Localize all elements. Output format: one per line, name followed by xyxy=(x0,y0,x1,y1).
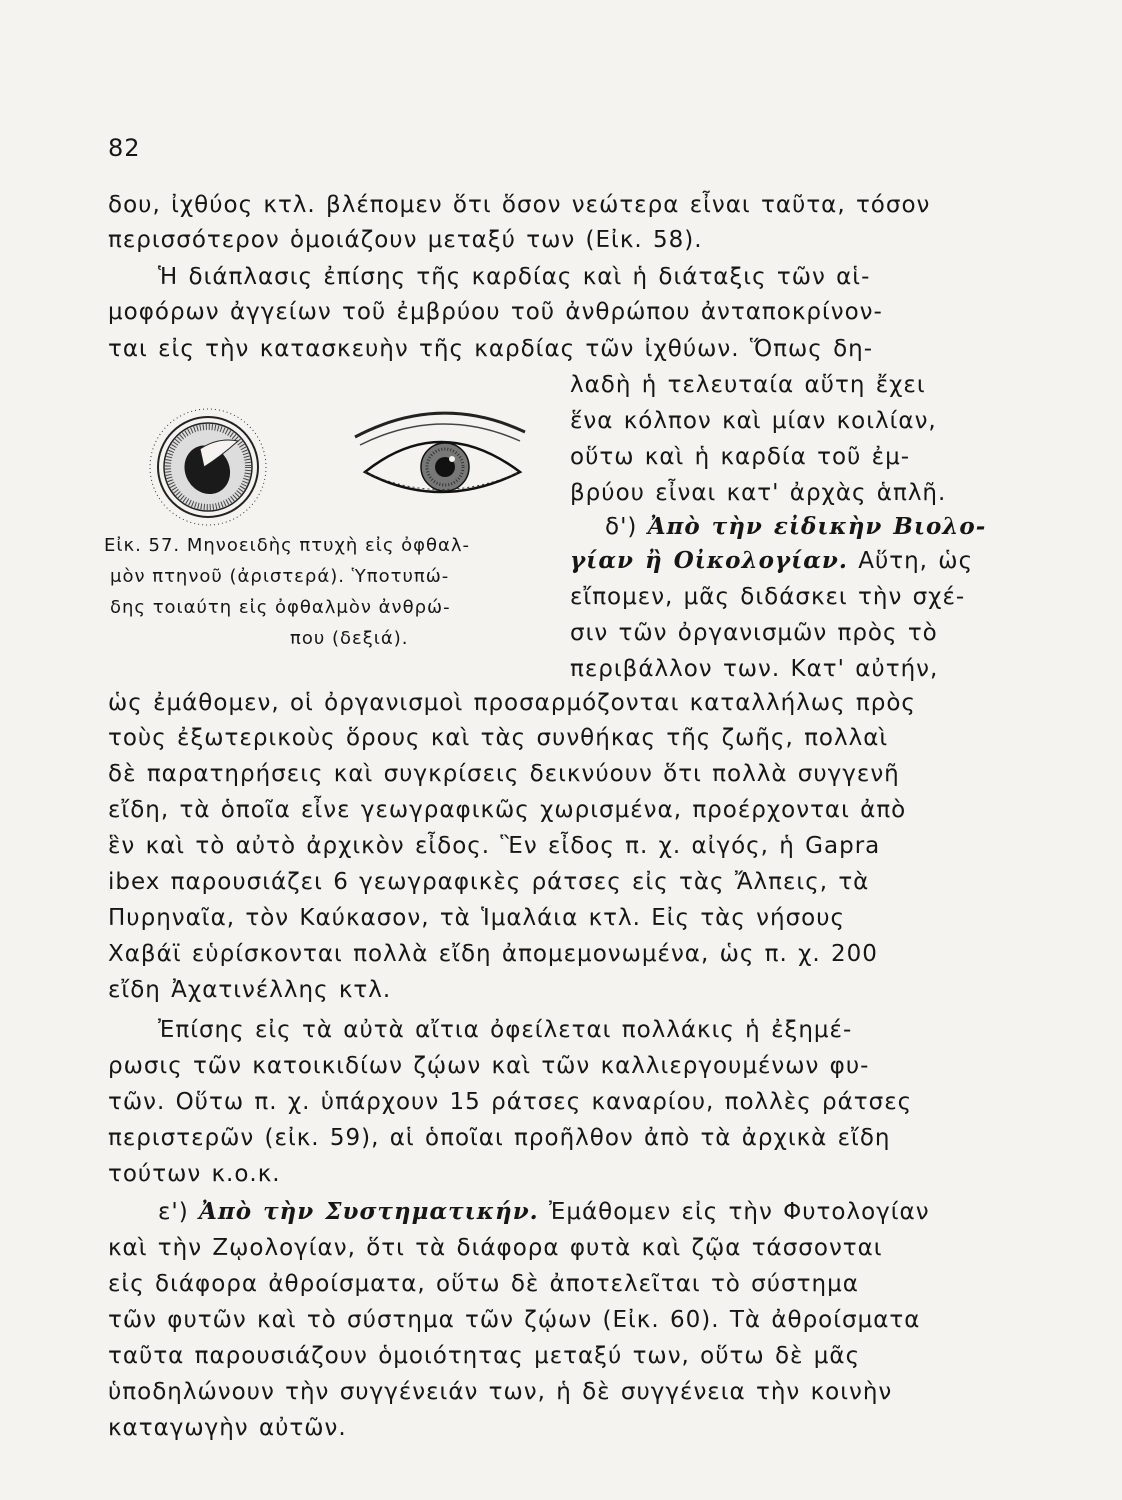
text-line: ται εἰς τὴν κατασκευὴν τῆς καρδίας τῶν ἰχθύων. Ὅπως δη- xyxy=(108,336,874,362)
page-number: 82 xyxy=(108,134,141,162)
section-d-title-2: γίαν ἢ Οἰκολογίαν. xyxy=(570,547,848,574)
text-line: περιστερῶν (εἰκ. 59), αἱ ὁποῖαι προῆλθον ἀπὸ τὰ ἀρχικὰ εἴδη xyxy=(108,1125,891,1151)
text-line: εἴδη Ἀχατινέλλης κτλ. xyxy=(108,977,392,1003)
section-e-title: Ἀπὸ τὴν Συστηματικήν. xyxy=(199,1198,539,1225)
text-line: λαδὴ ἡ τελευταία αὕτη ἔχει xyxy=(570,372,926,398)
section-e-heading xyxy=(158,1197,1028,1227)
text-line: περιβάλλον των. Κατ' αὐτήν, xyxy=(570,656,939,682)
text-line: ibex παρουσιάζει 6 γεωγραφικὲς ράτσες εἰς τὰς Ἄλπεις, τὰ xyxy=(108,869,870,895)
text-line: τοὺς ἐξωτερικοὺς ὅρους καὶ τὰς συνθήκας τῆς ζωῆς, πολλαὶ xyxy=(108,725,889,751)
text-line: βρύου εἶναι κατ' ἀρχὰς ἁπλῆ. xyxy=(570,480,947,506)
section-e-prefix: ε') xyxy=(158,1199,189,1225)
text-line: μοφόρων ἀγγείων τοῦ ἐμβρύου τοῦ ἀνθρώπου ἀνταποκρίνον- xyxy=(108,299,883,325)
text-line: Χαβάϊ εὑρίσκονται πολλὰ εἴδη ἀπομεμονωμένα, ὡς π. χ. 200 xyxy=(108,941,878,967)
text-line: δὲ παρατηρήσεις καὶ συγκρίσεις δεικνύουν ὅτι πολλὰ συγγενῆ xyxy=(108,761,900,787)
section-d-heading xyxy=(605,512,1030,542)
text-line: τῶν. Οὕτω π. χ. ὑπάρχουν 15 ράτσες καναρίου, πολλὲς ράτσες xyxy=(108,1089,913,1115)
text-line: καὶ τὴν Ζῳολογίαν, ὅτι τὰ διάφορα φυτὰ καὶ ζῷα τάσσονται xyxy=(108,1235,883,1261)
section-d-text: Αὕτη, ὡς xyxy=(858,548,974,574)
text-line: δου, ἰχθύος κτλ. βλέπομεν ὅτι ὅσον νεώτερα εἶναι ταῦτα, τόσον xyxy=(108,192,931,218)
text-line: ταῦτα παρουσιάζουν ὁμοιότητας μεταξύ των, οὕτω δὲ μᾶς xyxy=(108,1343,861,1369)
text-line: ρωσις τῶν κατοικιδίων ζῴων καὶ τῶν καλλιεργουμένων φυ- xyxy=(108,1053,870,1079)
figure-caption-line: Εἰκ. 57. Μηνοειδὴς πτυχὴ εἰς ὀφθαλ- xyxy=(104,535,471,556)
text-line: καταγωγὴν αὐτῶν. xyxy=(108,1415,347,1441)
text-line: ἕνα κόλπον καὶ μίαν κοιλίαν, xyxy=(570,408,937,434)
text-line: Πυρηναῖα, τὸν Καύκασον, τὰ Ἱμαλάια κτλ. Εἰς τὰς νήσους xyxy=(108,905,846,931)
bird-eye-illustration xyxy=(150,409,266,525)
section-e-text: Ἐμάθομεν εἰς τὴν Φυτολογίαν xyxy=(549,1199,930,1225)
text-line: περισσότερον ὁμοιάζουν μεταξύ των (Εἰκ. 58). xyxy=(108,227,703,253)
figure-57-eyes xyxy=(140,395,540,535)
figure-caption-line: μὸν πτηνοῦ (ἀριστερά). Ὑποτυπώ- xyxy=(110,566,450,587)
text-line: σιν τῶν ὀργανισμῶν πρὸς τὸ xyxy=(570,620,938,646)
text-line: Ἐπίσης εἰς τὰ αὐτὰ αἴτια ὀφείλεται πολλάκις ἡ ἐξημέ- xyxy=(158,1017,853,1043)
text-line: εἴπομεν, μᾶς διδάσκει τὴν σχέ- xyxy=(570,584,966,610)
text-line: τῶν φυτῶν καὶ τὸ σύστημα τῶν ζῴων (Εἰκ. 60). Τὰ ἀθροίσματα xyxy=(108,1307,921,1333)
section-d-title-1: Ἀπὸ τὴν εἰδικὴν Βιολο- xyxy=(647,513,987,540)
section-d-line-2 xyxy=(570,546,1030,576)
text-line: ὡς ἐμάθομεν, οἱ ὀργανισμοὶ προσαρμόζονται καταλλήλως πρὸς xyxy=(108,690,916,716)
text-line: εἴδη, τὰ ὁποῖα εἶνε γεωγραφικῶς χωρισμένα, προέρχονται ἀπὸ xyxy=(108,797,907,823)
section-d-prefix: δ') xyxy=(605,514,638,540)
text-line: τούτων κ.ο.κ. xyxy=(108,1161,281,1187)
text-line: εἰς διάφορα ἀθροίσματα, οὕτω δὲ ἀποτελεῖται τὸ σύστημα xyxy=(108,1271,859,1297)
text-line: Ἡ διάπλασις ἐπίσης τῆς καρδίας καὶ ἡ διάταξις τῶν αἱ- xyxy=(158,264,871,290)
figure-caption-line: δης τοιαύτη εἰς ὀφθαλμὸν ἀνθρώ- xyxy=(110,597,451,618)
text-line: ἓν καὶ τὸ αὐτὸ ἀρχικὸν εἶδος. Ἓν εἶδος π. χ. αἰγός, ἡ Gapra xyxy=(108,833,881,859)
figure-caption-line: που (δεξιά). xyxy=(290,628,409,649)
text-line: ὑποδηλώνουν τὴν συγγένειάν των, ἡ δὲ συγγένεια τὴν κοινὴν xyxy=(108,1379,893,1405)
human-eye-illustration xyxy=(355,413,525,492)
text-line: οὕτω καὶ ἡ καρδία τοῦ ἐμ- xyxy=(570,444,911,470)
